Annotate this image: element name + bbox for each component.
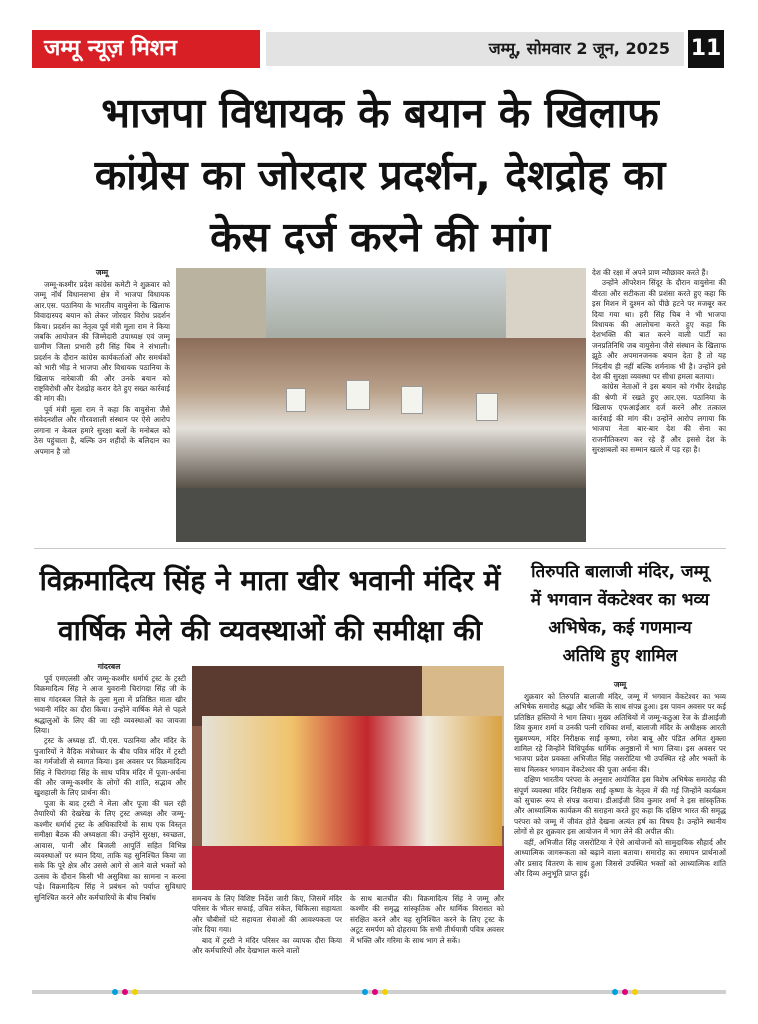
headline-line: वार्षिक मेले की व्यवस्थाओं की समीक्षा की bbox=[58, 614, 482, 647]
newspaper-title: जम्मू न्यूज़ मिशन bbox=[44, 36, 177, 61]
story3-headline bbox=[514, 558, 726, 670]
headline-line: कांग्रेस का जोरदार प्रदर्शन, देशद्रोह का bbox=[94, 151, 666, 199]
registration-dot bbox=[112, 989, 118, 995]
paragraph: वहीं, अभिजीत सिंह जसरोटिया ने ऐसे आयोजनों को सामुदायिक सौहार्द और आध्यात्मिक जागरूकता को बढ़ाने वाला बताया। समारोह का समापन प्रार्थनाओं और प्रसाद वितरण के साथ हुआ जिससे उपस्थित भक्तों को आध्यात्मिक शांति और दिव्य अनुभूति प्राप्त हुई। bbox=[514, 837, 726, 878]
story2-column-1 bbox=[34, 674, 186, 978]
story2-column-3 bbox=[350, 894, 504, 978]
story2-location: गांदरबल bbox=[97, 662, 121, 671]
paragraph: समन्वय के लिए विशिष्ट निर्देश जारी किए, जिसमें मंदिर परिसर के भीतर सफाई, उचित संकेत, चिकित्सा सहायता और चौबीसों घंटे सहायता सेवाओं की आवश्यकता पर जोर दिया गया। bbox=[192, 894, 342, 935]
headline-line: तिरुपति बालाजी मंदिर, जम्मू bbox=[531, 562, 709, 582]
paragraph: शुक्रवार को तिरुपति बालाजी मंदिर, जम्मू में भगवान वेंकटेश्वर का भव्य अभिषेक समारोह श्रद्धा और भक्ति के साथ संपन्न हुआ। इस पावन अवसर पर कई प्रतिष्ठित हस्तियों ने भाग लिया। मुख्य अतिथियों में जम्मू-कठुआ रेंज के डीआईजी शिव कुमार शर्मा व उनकी पत्नी राधिका शर्मा, बालाजी मंदिर के अधीक्षक आरती सुब्रमण्यम, मंदिर निरीक्षक साईं कृष्णा, रमेश बाबू और पंडित अमित शुक्ला शामिल रहे जिन्होंने विधिपूर्वक धार्मिक अनुष्ठानों में भाग लिया। इस अवसर पर भाजपा प्रदेश प्रवक्ता अभिजीत सिंह जसरोटिया भी उपस्थित रहे और भक्तों के साथ मिलकर भगवान वेंकटेश्वर की पूजा अर्चना की। bbox=[514, 692, 726, 774]
registration-dot bbox=[632, 989, 638, 995]
paragraph: देश की रक्षा में अपने प्राण न्यौछावर करते हैं। bbox=[592, 268, 709, 277]
story2-column-2 bbox=[192, 894, 342, 978]
story2-headline bbox=[34, 556, 506, 656]
paragraph: के साथ बातचीत की। विक्रमादित्य सिंह ने जम्मू और कश्मीर की समृद्ध सांस्कृतिक और धार्मिक विरासत को संरक्षित करने और यह सुनिश्चित करने के लिए ट्रस्ट के अटूट समर्पण को दोहराया कि सभी तीर्थयात्री पवित्र अवसर में भक्ति और गरिमा के साथ भाग ले सकें। bbox=[350, 894, 504, 945]
story1-left-column bbox=[34, 280, 170, 542]
story3-column bbox=[514, 692, 726, 978]
edition-date: जम्मू, सोमवार 2 जून, 2025 bbox=[488, 39, 670, 58]
story1-location: जम्मू bbox=[95, 268, 109, 277]
page-number: 11 bbox=[688, 30, 724, 68]
headline-line: अभिषेक, कई गणमान्य bbox=[548, 618, 692, 638]
registration-dot bbox=[382, 989, 388, 995]
paragraph: पूर्व एमएलसी और जम्मू-कश्मीर धर्मार्थ ट्रस्ट के ट्रस्टी विक्रमादित्य सिंह ने आज युवरानी चिरांगदा सिंह जी के साथ गांदरबल जिले के तुला मुला में प्रतिष्ठित माता खीर भवानी मंदिर का दौरा किया। उन्होंने वार्षिक मेले से पहले श्रद्धालुओं के लिए की जा रही व्यवस्थाओं का जायजा लिया। bbox=[34, 674, 186, 736]
registration-dot bbox=[372, 989, 378, 995]
headline-line: में भगवान वेंकटेश्वर का भव्य bbox=[530, 590, 710, 610]
registration-dot bbox=[132, 989, 138, 995]
paragraph: उन्होंने ऑपरेशन सिंदूर के दौरान वायुसेना की वीरता और सटीकता की प्रशंसा करते हुए कहा कि इस मिशन में दुश्मन को पीछे हटने पर मजबूर कर दिया गया था। हरी सिंह चिब ने भी भाजपा विधायक की आलोचना करते हुए कहा कि देशभक्ति की बात करने वाली पार्टी का जनप्रतिनिधि जब वायुसेना जैसे संस्थान के खिलाफ झूठे और अपमानजनक बयान देता है तो यह निंदनीय ही नहीं बल्कि शर्मनाक भी है। उन्होंने इसे देश की सुरक्षा व्यवस्था पर सीधा हमला बताया। bbox=[592, 278, 726, 382]
registration-dot bbox=[622, 989, 628, 995]
headline-line: विक्रमादित्य सिंह ने माता खीर भवानी मंदिर में bbox=[39, 564, 501, 597]
paragraph: दक्षिण भारतीय परंपरा के अनुसार आयोजित इस विशेष अभिषेक समारोह की संपूर्ण व्यवस्था मंदिर निरीक्षक साईं कृष्णा के नेतृत्व में की गई जिन्होंने कार्यक्रम को सुचारू रूप से संपन्न कराया। डीआईजी शिव कुमार शर्मा ने इस सांस्कृतिक और आध्यात्मिक कार्यक्रम की सराहना करते हुए कहा कि दक्षिण भारत की समृद्ध परंपरा को जम्मू में जीवंत होते देखना अत्यंत हर्ष का विषय है। उन्होंने स्थानीय लोगों से हर शुक्रवार इस आयोजन में भाग लेने की अपील की। bbox=[514, 775, 726, 837]
protest-photo bbox=[176, 268, 586, 542]
story1-right-column bbox=[592, 268, 726, 542]
paragraph: पूजा के बाद ट्रस्टी ने मेला और पूजा की चल रही तैयारियों की देखरेख के लिए ट्रस्ट अध्यक्ष और जम्मू-कश्मीर धर्मार्थ ट्रस्ट के अधिकारियों के साथ एक विस्तृत समीक्षा बैठक की अध्यक्षता की। उन्होंने सुरक्षा, स्वच्छता, आवास, पानी और बिजली आपूर्ति सहित विभिन्न व्यवस्थाओं पर ध्यान दिया, ताकि यह सुनिश्चित किया जा सके कि पूरे क्षेत्र और उससे आगे से आने वाले भक्तों को उत्सव के दौरान किसी भी असुविधा का सामना न करना पड़े। विक्रमादित्य सिंह ने प्रबंधन को पर्याप्त सुविधाएं सुनिश्चित करने और कर्मचारियों के बीच निर्बाध bbox=[34, 798, 186, 902]
paragraph: ट्रस्ट के अध्यक्ष डॉ. पी.एस. पठानिया और मंदिर के पुजारियों ने वैदिक मंत्रोच्चार के बीच पवित्र मंदिर में ट्रस्टी का गर्मजोशी से स्वागत किया। इस अवसर पर विक्रमादित्य सिंह ने चिरांगदा सिंह के साथ पवित्र मंदिर में पूजा-अर्चना की और जम्मू-कश्मीर के लोगों की शांति, सद्भाव और खुशहाली के लिए प्रार्थना की। bbox=[34, 736, 186, 798]
section-divider bbox=[34, 548, 726, 549]
temple-visit-photo bbox=[192, 666, 504, 890]
headline-line: अतिथि हुए शामिल bbox=[562, 646, 678, 666]
paragraph: जम्मू-कश्मीर प्रदेश कांग्रेस कमेटी ने शुक्रवार को जम्मू नॉर्थ विधानसभा क्षेत्र में भाजपा विधायक आर.एस. पठानिया के भारतीय वायुसेना के खिलाफ विवादास्पद बयान को लेकर जोरदार विरोध प्रदर्शन किया। प्रदर्शन का नेतृत्व पूर्व मंत्री मूला राम ने किया जबकि आयोजन की जिम्मेदारी उपाध्यक्ष एवं जम्मू ग्रामीण जिला प्रभारी हरी सिंह चिब ने संभाली। प्रदर्शन के दौरान कांग्रेस कार्यकर्ताओं और समर्थकों को भारी भीड़ ने भाजपा और विधायक पठानिया के खिलाफ नारेबाजी की और उनके बयान को राष्ट्रविरोधी और देशद्रोह करार देते हुए सख्त कार्रवाई की मांग की। bbox=[34, 280, 170, 404]
paragraph: कांग्रेस नेताओं ने इस बयान को गंभीर देशद्रोह की श्रेणी में रखते हुए आर.एस. पठानिया के खिलाफ एफआईआर दर्ज करने और तत्काल कार्रवाई की मांग की। उन्होंने आरोप लगाया कि भाजपा नेता बार-बार देश की सेना का राजनीतिकरण कर रहे हैं और इससे देश के सुरक्षाबलों का सम्मान खतरे में पड़ रहा है। bbox=[592, 382, 726, 454]
main-headline bbox=[34, 82, 726, 268]
headline-line: केस दर्ज करने की मांग bbox=[210, 213, 550, 261]
headline-line: भाजपा विधायक के बयान के खिलाफ bbox=[101, 89, 659, 137]
registration-dot bbox=[122, 989, 128, 995]
registration-dot bbox=[362, 989, 368, 995]
paragraph: बाद में ट्रस्टी ने मंदिर परिसर का व्यापक दौरा किया और कर्मचारियों और देखभाल करने वालों bbox=[192, 935, 342, 956]
paragraph: पूर्व मंत्री मूला राम ने कहा कि वायुसेना जैसे संवेदनशील और गौरवशाली संस्थान पर ऐसे आरोप लगाना न केवल हमारे सुरक्षा बलों के मनोबल को ठेस पहुंचाता है, बल्कि उन शहीदों के बलिदान का अपमान है जो bbox=[34, 404, 170, 456]
registration-dot bbox=[612, 989, 618, 995]
story3-location: जम्मू bbox=[613, 680, 627, 689]
